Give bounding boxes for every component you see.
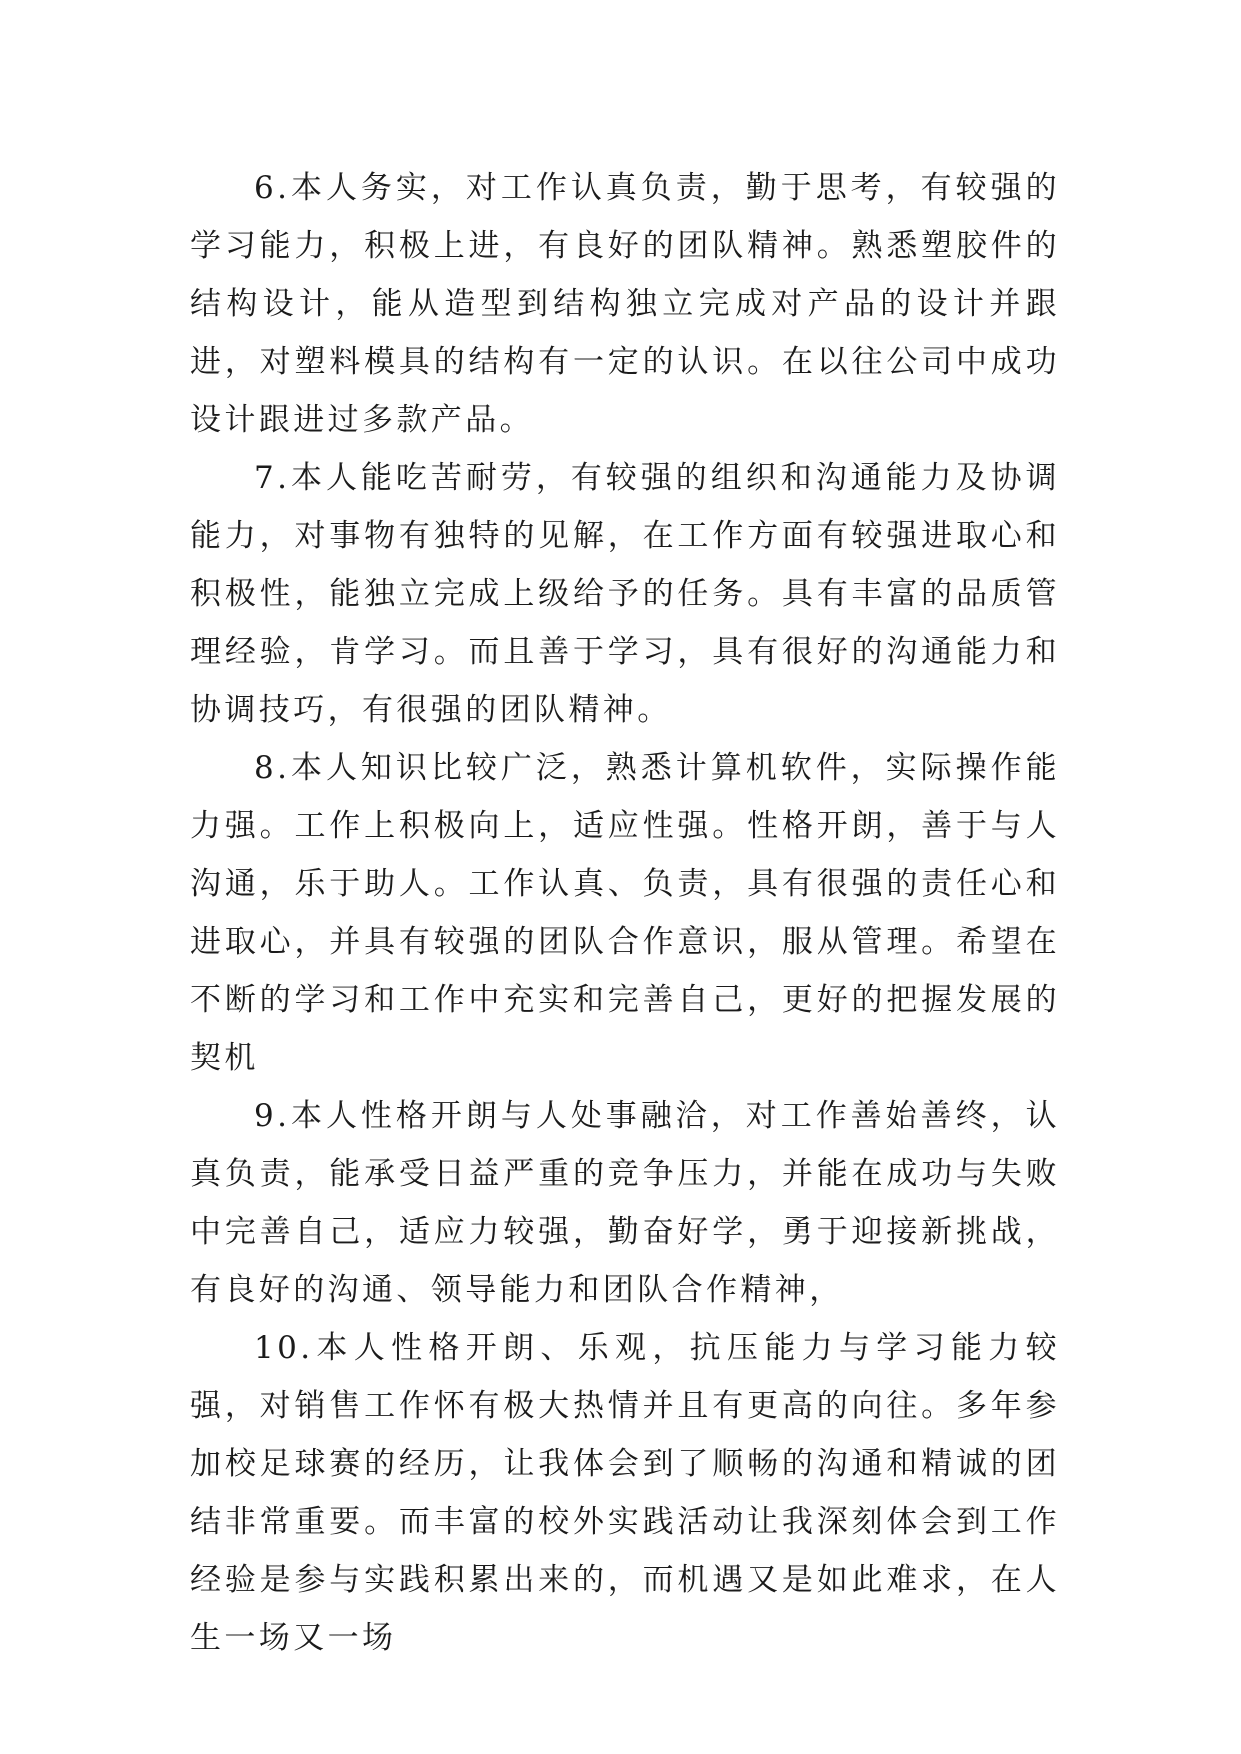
paragraph-6: 6.本人务实，对工作认真负责，勤于思考，有较强的学习能力，积极上进，有良好的团队精神。熟悉塑胶件的结构设计，能从造型到结构独立完成对产品的设计并跟进，对塑料模具的结构有一定的认识。在以往公司中成功设计跟进过多款产品。 (190, 170, 1060, 438)
document-body (190, 159, 1060, 1667)
paragraph-10: 10.本人性格开朗、乐观，抗压能力与学习能力较强，对销售工作怀有极大热情并且有更高的向往。多年参加校足球赛的经历，让我体会到了顺畅的沟通和精诚的团结非常重要。而丰富的校外实践活动让我深刻体会到工作经验是参与实践积累出来的，而机遇又是如此难求，在人生一场又一场 (190, 1330, 1060, 1656)
paragraph-8: 8.本人知识比较广泛，熟悉计算机软件，实际操作能力强。工作上积极向上，适应性强。性格开朗，善于与人沟通，乐于助人。工作认真、负责，具有很强的责任心和进取心，并具有较强的团队合作意识，服从管理。希望在不断的学习和工作中充实和完善自己，更好的把握发展的契机 (190, 750, 1060, 1076)
paragraph-7: 7.本人能吃苦耐劳，有较强的组织和沟通能力及协调能力，对事物有独特的见解，在工作方面有较强进取心和积极性，能独立完成上级给予的任务。具有丰富的品质管理经验，肯学习。而且善于学习，具有很好的沟通能力和协调技巧，有很强的团队精神。 (190, 460, 1060, 728)
paragraph-9: 9.本人性格开朗与人处事融洽，对工作善始善终，认真负责，能承受日益严重的竞争压力，并能在成功与失败中完善自己，适应力较强，勤奋好学，勇于迎接新挑战，有良好的沟通、领导能力和团队合作精神， (190, 1098, 1060, 1308)
